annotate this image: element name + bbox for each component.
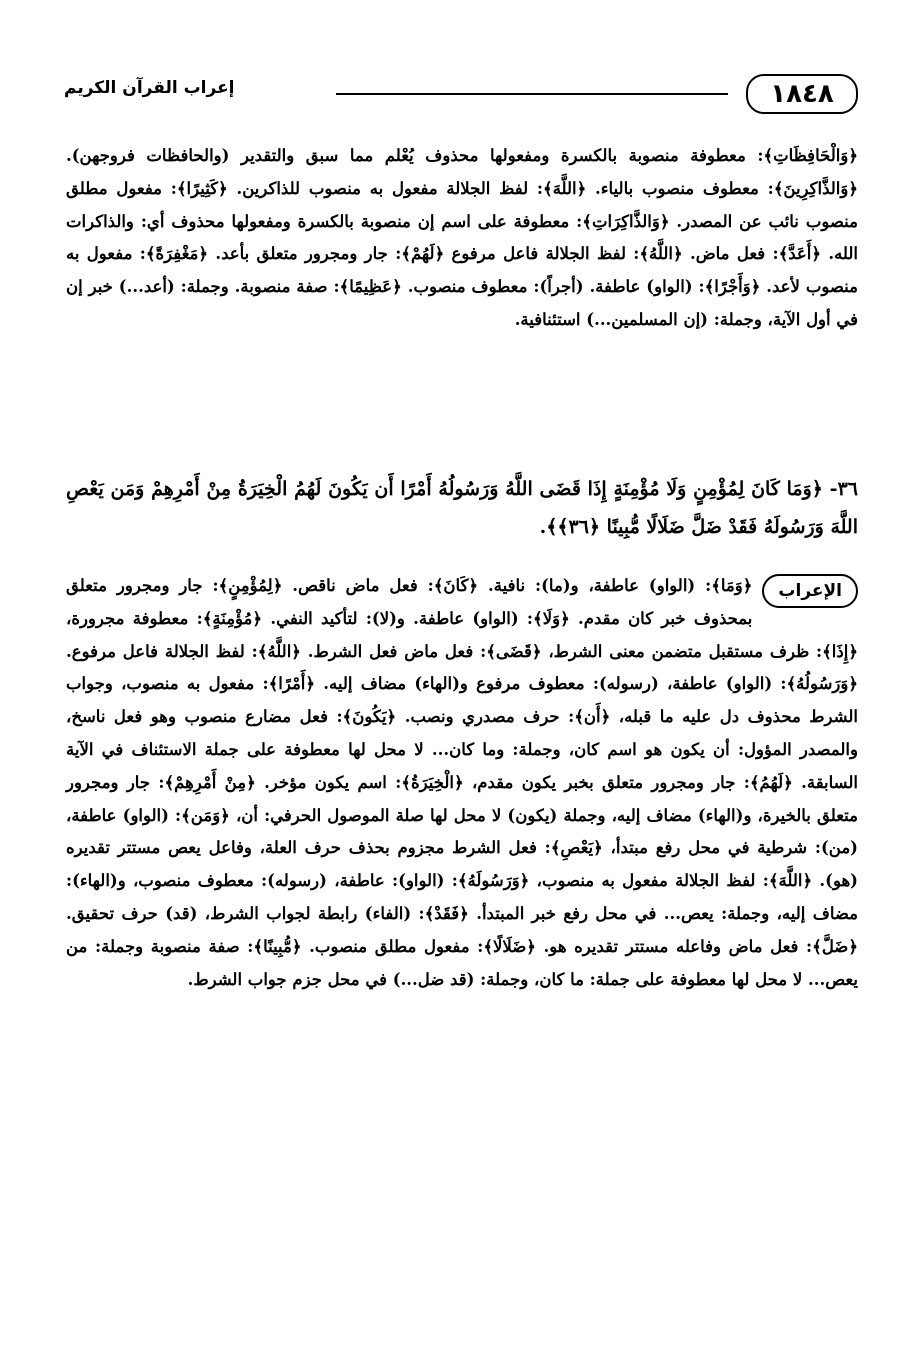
header-rule (336, 93, 728, 95)
quran-verse-36: ٣٦- ﴿وَمَا كَانَ لِمُؤْمِنٍ وَلَا مُؤْمِنَةٍ إِذَا قَضَى اللَّهُ وَرَسُولُهُ أَمْرًا أَن يَكُونَ لَهُمُ الْخِيَرَةُ مِنْ أَمْرِهِمْ وَمَن يَعْصِ اللَّهَ وَرَسُولَهُ فَقَدْ ضَلَّ ضَلَالًا مُّبِينًا ﴿٣٦﴾﴾. (66, 478, 858, 538)
paragraph-previous-verse-analysis: ﴿وَالْحَافِظَاتِ﴾: معطوفة منصوبة بالكسرة ومفعولها محذوف يُعْلم مما سبق والتقدير (والحافظات فروجهن). ﴿وَالذَّاكِرِينَ﴾: معطوف منصوب بالياء. ﴿اللَّهَ﴾: لفظ الجلالة مفعول به منصوب للذاكرين. ﴿كَثِيرًا﴾: مفعول مطلق منصوب نائب عن المصدر. ﴿وَالذَّاكِرَاتِ﴾: معطوفة على اسم إن منصوبة بالكسرة ومفعولها محذوف أي: والذاكرات الله. ﴿أَعَدَّ﴾: فعل ماض. ﴿اللَّهُ﴾: لفظ الجلالة فاعل مرفوع ﴿لَهُمْ﴾: جار ومجرور متعلق بأعد. ﴿مَغْفِرَةً﴾: مفعول به منصوب لأعد. ﴿وَأَجْرًا﴾: (الواو) عاطفة. (أجراً): معطوف منصوب. ﴿عَظِيمًا﴾: صفة منصوبة. وجملة: (أعد...) خبر إن في أول الآية، وجملة: (إن المسلمين...) استئنافية. (66, 146, 858, 329)
irab-section (66, 570, 858, 996)
page-number: ١٨٤٨ (746, 74, 858, 114)
book-title: إعراب القرآن الكريم (64, 78, 235, 98)
page-header (64, 68, 858, 120)
irab-text: ﴿وَمَا﴾: (الواو) عاطفة، و(ما): نافية. ﴿كَانَ﴾: فعل ماض ناقص. ﴿لِمُؤْمِنٍ﴾: جار ومجرور متعلق بمحذوف خبر كان مقدم. ﴿وَلَا﴾: (الواو) عاطفة. و(لا): لتأكيد النفي. ﴿مُؤْمِنَةٍ﴾: معطوفة مجرورة، ﴿إِذَا﴾: ظرف مستقبل متضمن معنى الشرط، ﴿قَضَى﴾: فعل ماض فعل الشرط. ﴿اللَّهُ﴾: لفظ الجلالة فاعل مرفوع. ﴿وَرَسُولُهُ﴾: (الواو) عاطفة، (رسوله): معطوف مرفوع و(الهاء) مضاف إليه. ﴿أَمْرًا﴾: مفعول به منصوب، وجواب الشرط محذوف دل عليه ما قبله، ﴿أَن﴾: حرف مصدري ونصب. ﴿يَكُونَ﴾: فعل مضارع منصوب وهو فعل ناسخ، والمصدر المؤول: أن يكون هو اسم كان، وجملة: وما كان... لا محل لها معطوفة على جملة الاستئناف في الآية السابقة. ﴿لَهُمُ﴾: جار ومجرور متعلق بخبر يكون مقدم، ﴿الْخِيَرَةُ﴾: اسم يكون مؤخر. ﴿مِنْ أَمْرِهِمْ﴾: جار ومجرور متعلق بالخيرة، و(الهاء) مضاف إليه، وجملة (يكون) لا محل لها صلة الموصول الحرفي: أن، ﴿وَمَن﴾: (الواو) عاطفة، (من): شرطية في محل رفع مبتدأ، ﴿يَعْصِ﴾: فعل الشرط مجزوم بحذف حرف العلة، وفاعل يعص مستتر تقديره (هو). ﴿اللَّهَ﴾: لفظ الجلالة مفعول به منصوب، ﴿وَرَسُولَهُ﴾: (الواو): عاطفة، (رسوله): معطوف منصوب، و(الهاء): مضاف إليه، وجملة: يعص... في محل رفع خبر المبتدأ. ﴿فَقَدْ﴾: (الفاء) رابطة لجواب الشرط، (قد) حرف تحقيق. ﴿ضَلَّ﴾: فعل ماض وفاعله مستتر تقديره هو. ﴿ضَلَالًا﴾: مفعول مطلق منصوب. ﴿مُّبِينًا﴾: صفة منصوبة وجملة: من يعص... لا محل لها معطوفة على جملة: ما كان، وجملة: (قد ضل...) في محل جزم جواب الشرط. (66, 576, 858, 989)
irab-label: الإعراب (762, 574, 858, 608)
